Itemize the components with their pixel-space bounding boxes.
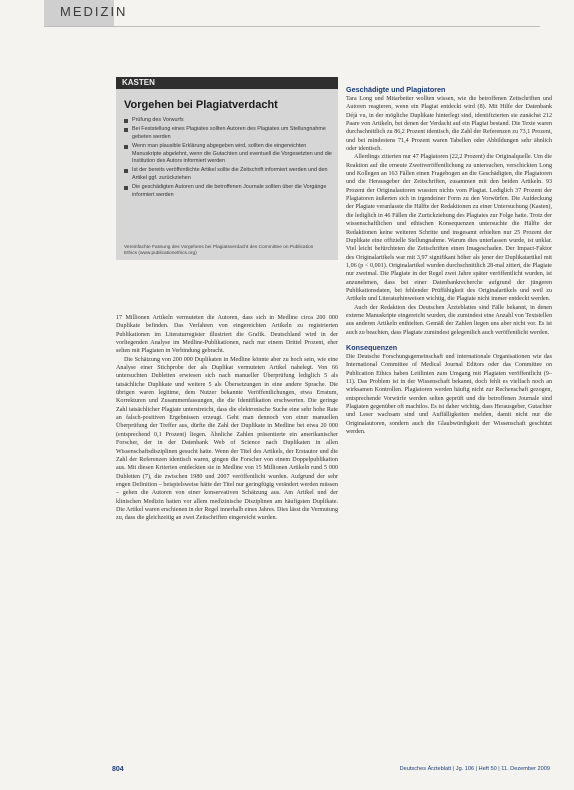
section-label: MEDIZIN (60, 4, 128, 19)
info-box-title: Vorgehen bei Plagiatverdacht (124, 99, 278, 111)
body-paragraph: Allerdings zitierten nur 47 Plagiatoren (22,2 Prozent) die Originalquelle. Um die Reaktion auf die erneute Zweitveröffentlichung zu untersuchen, verschickten Long und Kollegen an 163 Fällen einen Fragebogen an die Geschädigten, die Plagiatoren und die Herausgeber der Zeitschriften, zusammen mit den beiden Artikeln. 93 Prozent der Originalautoren wussten nichts vom Plagiat. Lediglich 37 Prozent der Plagiatoren äußerten sich in irgendeiner Form zu den Vorwürfen. Die Aufdeckung der Plagiate veranlasste die Hälfte der Redaktionen zu einer Untersuchung (Kasten), die lediglich in 46 Fällen die Zurückziehung des Plagiates zur Folge hatte. Trotz der wissenschaftlichen und ethischen Konsequenzen untersuchte die Hälfte der Redaktionen keine weiteren Schritte und insgesamt erhielten nur 25 Prozent der Duplikate eine offizielle Stellungnahme. Warum dies unterlassen wurde, ist unklar. Viel leicht befürchteten die Zeitschriften einen Imageschaden. Der Impact-Faktor des Originalartikels war mit 3,97 signifikant höher als jener der Duplikatartikel mit 1,06 (p < 0,001). Originalartikel wurden durchschnittlich 28-mal zitiert, die Plagiate nur zweimal. Die Plagiate in der Regel zwei Jahre später veröffentlicht wurden, ist anzunehmen, dass bei einer Datenbankrecherche aufgrund der jüngeren Publikationsdaten, bei fehlender Prüffähigkeit des Originalartikels und weil zu Artikeln und Literaturhinweisen wichtig, die Plagiate nicht immer entdeckt werden. (346, 154, 552, 303)
info-box-list (124, 117, 332, 201)
body-paragraph: Auch der Redaktion des Deutschen Ärzteblattes sind Fälle bekannt, in denen externe Manuskripte eingereicht wurden, die zumindest eine Anzahl von Textstellen aus anderen Artikeln enthielten. Gemäß der Zahlen liegen uns aber nicht vor. Es ist auch zu beachten, dass Plagiate zumindest gelegentlich auch veröffentlicht werden. (346, 304, 552, 336)
body-paragraph: 17 Millionen Artikeln vermuteten die Autoren, dass sich in Medline circa 200 000 Duplikate befinden. Das Verfahren von eingereichten Artikeln zu registrierten Publikationen im Literaturregister illustriert die Grafik. Deutschland wird in der vorliegenden Analyse im Medline-Publikationen, nach nur einem Drittel Prozent, eher selten mit Plagiaten in Verbindung gebracht. (116, 315, 338, 355)
body-paragraph: Tara Long und Mitarbeiter wollten wissen, wie die betroffenen Zeitschriften und Autoren reagieren, wenn ein Plagiat entdeckt wird (8). Mit Hilfe der Datenbank Déjà vu, in der mögliche Duplikate hinterlegt sind, identifizierten sie zunächst 212 Paare von Artikeln, bei denen der Verdacht auf ein Plagiat bestand. Die Texte waren durchschnittlich zu 86,2 Prozent identisch, die Zahl der Referenzen zu 73,1 Prozent, und bei mindestens 71,4 Prozent waren Tabellen oder Abbildungen sehr ähnlich oder identisch. (346, 96, 552, 153)
header-rule (44, 26, 540, 27)
info-box (116, 77, 338, 260)
right-column (346, 85, 552, 750)
section-heading: Geschädigte und Plagiatoren (346, 85, 446, 94)
page-number: 804 (112, 766, 124, 773)
body-paragraph: Die Schätzung von 200 000 Duplikaten in Medline könnte aber zu hoch sein, wie eine Analyse einer Stichprobe der als Duplikat vermuteten Artikel nahelegt. Von 66 untersuchten Dubletten erwiesen sich nach manueller Überprüfung lediglich 5 als tatsächliche Duplikate und weitere 5 als Übersetzungen in eine andere Sprache. Die übrigen waren legitime, dem Nutzer bekannte Veröffentlichungen, etwa Erratum, Korrekturen und Zusammenfassungen, die die Identifikation erschwerten. Die geringe Zahl tatsächlicher Plagiate unterstreicht, dass die elektronische Suche eine sehr hohe Rate an falsch-positiven Ergebnissen erzeugt. Geht man dennoch von einer manuellen Überprüfung der Treffer aus, dürfte die Zahl der Duplikate in Medline bei etwa 20 000 (entsprechend 0,1 Prozent) liegen. Ähnliche Zahlen präsentierte ein amerikanischer Forscher, der in der Datenbank Web of Science nach Duplikaten in allen Wissenschaftsdisziplinen gesucht hatte. Wenn der Titel des Artikels, der Erstautor und die Zahl der Referenzen identisch waren, gingen die Forscher von einem Doppelpublikation aus. Mit diesen Kriterien entdeckten sie in Medline von 15 Millionen Artikeln rund 5 000 Dubletten (7), die zwischen 1980 und 2007 veröffentlicht wurden. Aufgrund der sehr engen Definition – beispielsweise hätte der Titel nur geringfügig verändert werden müssen – gehen die Autoren von einer konservativen Schätzung aus. Am Artikel und der klinischen Medizin hatten vor allem medizinische Disziplinen am häufigsten Duplikate. Die Artikel waren erschienen in der Regel innerhalb eines Jahres. Dies lässt die Vermutung zu, dass die gleichzeitig an zwei Zeitschriften eingereicht wurden. (116, 356, 338, 522)
journal-footer: Deutsches Ärzteblatt | Jg. 106 | Heft 50 | 11. Dezember 2009 (399, 766, 550, 772)
body-paragraph: Die Deutsche Forschungsgemeinschaft und internationale Organisationen wie das International Committee of Medical Journal Editors oder das Committee on Publication Ethics haben Leitlinien zum Umgang mit Plagiaten veröffentlicht (9–11). Das Problem ist in der Wissenschaft bekannt, doch fehlt es vielfach noch an wirksamen Kontrollen. Plagiatoren werden häufig nicht zur Rechenschaft gezogen, entsprechende Vorwürfe werden selten geprüft und die betroffenen Journale sind Plagiaten gegenüber oft machtlos. Es ist daher wichtig, dass Herausgeber, Gutachter und Leser wachsam sind und Auffälligkeiten melden, damit nicht nur die Originalautoren, sondern auch die Glaubwürdigkeit der Wissenschaft geschützt werden. (346, 353, 552, 436)
info-box-kicker: KASTEN (122, 78, 155, 87)
info-box-item: Prüfung des Vorwurfs (124, 117, 332, 124)
info-box-item: Bei Feststellung eines Plagiates sollten Autoren des Plagiates um Stellungnahme gebeten werden (124, 126, 332, 141)
info-box-item: Ist der bereits veröffentlichte Artikel sollte die Zeitschrift informiert werden und den Artikel ggf. zurückziehen (124, 167, 332, 182)
info-box-header (116, 77, 338, 89)
left-column (116, 314, 338, 760)
section-heading: Konsequenzen (346, 342, 398, 352)
info-box-note: Vereinfachte Fassung des Vorgehens bei Plagiatsverdacht des Committee on Publication Ethics (www.publicationethics.org) (124, 245, 314, 256)
info-box-item: Wenn man plausible Erklärung abgegeben wird, sollten die eingereichten Manuskripte abgelehnt, wenn die Gutachten und eventuell die Vorgesetzten und die Institution des Autors informiert werden (124, 143, 332, 165)
info-box-item: Die geschädigten Autoren und die betroffenen Journale sollten über die Vorgänge informiert werden (124, 184, 332, 199)
